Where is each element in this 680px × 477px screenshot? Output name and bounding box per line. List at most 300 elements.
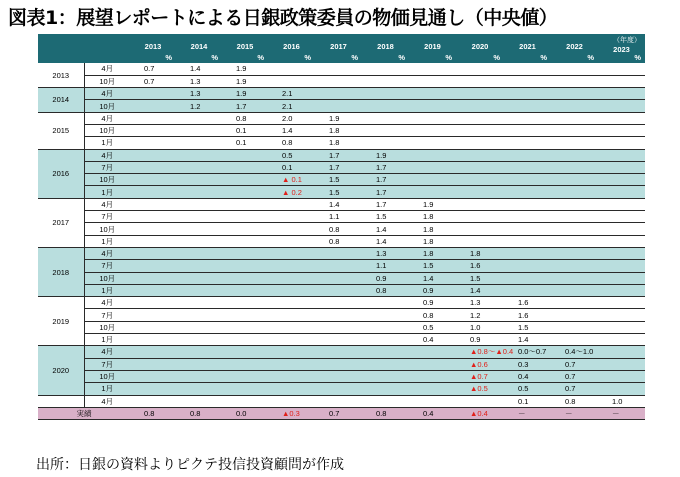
header-blank	[38, 34, 84, 51]
forecast-value-cell	[598, 297, 645, 309]
report-year-cell: 2017	[38, 198, 84, 247]
forecast-value-cell: 1.6	[456, 260, 504, 272]
forecast-value-cell	[598, 321, 645, 333]
forecast-value-cell	[268, 63, 315, 75]
forecast-value-cell	[268, 247, 315, 259]
forecast-value-cell	[409, 124, 456, 136]
forecast-value-cell: 0.1	[222, 124, 268, 136]
forecast-value-cell	[315, 358, 362, 370]
forecast-value-cell	[551, 100, 598, 112]
report-month-cell: 10月	[84, 75, 130, 87]
forecast-value-cell	[222, 247, 268, 259]
forecast-value-cell	[409, 100, 456, 112]
forecast-value-cell	[598, 63, 645, 75]
column-year-2019: 2019	[409, 34, 456, 51]
report-month-cell: 10月	[84, 223, 130, 235]
forecast-value-cell: 0.8	[551, 395, 598, 407]
forecast-value-cell	[176, 260, 222, 272]
forecast-value-cell: 1.7	[362, 174, 409, 186]
actual-value-cell: 0.4	[409, 407, 456, 419]
unit-label: %	[315, 51, 362, 63]
forecast-value-cell: 0.7	[551, 370, 598, 382]
forecast-value-cell	[130, 334, 176, 346]
table-row	[38, 309, 645, 321]
forecast-value-cell: 1.7	[315, 161, 362, 173]
forecast-value-cell	[130, 137, 176, 149]
forecast-value-cell	[504, 75, 551, 87]
forecast-value-cell	[130, 88, 176, 100]
forecast-value-cell	[315, 321, 362, 333]
forecast-value-cell	[598, 309, 645, 321]
unit-label: %	[598, 51, 645, 63]
forecast-value-cell	[409, 174, 456, 186]
unit-header-row	[38, 51, 645, 63]
forecast-value-cell	[222, 186, 268, 198]
forecast-value-cell	[551, 309, 598, 321]
report-month-cell: 1月	[84, 186, 130, 198]
header-blank	[84, 34, 130, 51]
forecast-value-cell: 0.5	[504, 383, 551, 395]
forecast-value-cell: 1.3	[176, 75, 222, 87]
report-month-cell: 1月	[84, 235, 130, 247]
forecast-value-cell	[598, 149, 645, 161]
forecast-value-cell: 1.3	[176, 88, 222, 100]
forecast-value-cell	[598, 161, 645, 173]
forecast-value-cell	[315, 75, 362, 87]
forecast-value-cell	[551, 174, 598, 186]
forecast-value-cell	[130, 161, 176, 173]
forecast-value-cell	[176, 297, 222, 309]
forecast-value-cell	[504, 88, 551, 100]
report-month-cell: 4月	[84, 297, 130, 309]
table-row	[38, 100, 645, 112]
forecast-value-cell: 0.4	[409, 334, 456, 346]
forecast-value-cell: 0.4～1.0	[551, 346, 598, 358]
report-month-cell: 1月	[84, 334, 130, 346]
forecast-value-cell	[130, 124, 176, 136]
forecast-value-cell	[130, 149, 176, 161]
forecast-value-cell	[222, 358, 268, 370]
report-month-cell: 4月	[84, 395, 130, 407]
forecast-value-cell	[598, 100, 645, 112]
forecast-value-cell	[504, 284, 551, 296]
forecast-value-cell	[176, 112, 222, 124]
table-row	[38, 247, 645, 259]
table-row	[38, 63, 645, 75]
forecast-value-cell: 1.8	[409, 247, 456, 259]
forecast-value-cell: 1.8	[409, 223, 456, 235]
table-row	[38, 174, 645, 186]
forecast-value-cell	[551, 198, 598, 210]
column-year-2022: 2022	[551, 34, 598, 51]
column-year-2013: 2013	[130, 34, 176, 51]
year-header-row	[38, 34, 645, 51]
report-month-cell: 4月	[84, 88, 130, 100]
report-year-cell: 2018	[38, 247, 84, 296]
forecast-value-cell	[362, 75, 409, 87]
report-month-cell: 10月	[84, 124, 130, 136]
forecast-value-cell	[598, 247, 645, 259]
forecast-value-cell	[222, 321, 268, 333]
forecast-value-cell	[222, 395, 268, 407]
forecast-value-cell	[268, 75, 315, 87]
forecast-value-cell: 1.4	[176, 63, 222, 75]
table-row	[38, 334, 645, 346]
forecast-value-cell: 0.1	[222, 137, 268, 149]
forecast-value-cell	[176, 223, 222, 235]
forecast-value-cell	[222, 284, 268, 296]
forecast-value-cell: 0.9	[409, 284, 456, 296]
report-year-cell: 2016	[38, 149, 84, 198]
forecast-value-cell	[176, 198, 222, 210]
report-month-cell: 10月	[84, 370, 130, 382]
forecast-value-cell: 1.3	[362, 247, 409, 259]
actual-value-cell: －	[504, 407, 551, 419]
forecast-value-cell	[409, 161, 456, 173]
forecast-value-cell	[551, 272, 598, 284]
report-month-cell: 7月	[84, 260, 130, 272]
forecast-value-cell	[362, 346, 409, 358]
report-month-cell: 10月	[84, 321, 130, 333]
forecast-value-cell	[551, 137, 598, 149]
table-row	[38, 260, 645, 272]
forecast-value-cell	[362, 358, 409, 370]
forecast-value-cell	[222, 149, 268, 161]
forecast-value-cell	[268, 321, 315, 333]
table-row	[38, 75, 645, 87]
forecast-value-cell	[598, 174, 645, 186]
forecast-value-cell: 1.3	[456, 297, 504, 309]
forecast-value-cell	[315, 247, 362, 259]
unit-label: %	[222, 51, 268, 63]
figure-title: 図表1：展望レポートによる日銀政策委員の物価見通し（中央値）	[8, 7, 558, 29]
forecast-value-cell: 1.4	[362, 223, 409, 235]
forecast-value-cell	[598, 235, 645, 247]
forecast-value-cell	[130, 284, 176, 296]
forecast-value-cell: 0.9	[409, 297, 456, 309]
forecast-value-cell	[551, 88, 598, 100]
forecast-value-cell	[176, 124, 222, 136]
forecast-value-cell	[268, 284, 315, 296]
report-month-cell: 1月	[84, 137, 130, 149]
actual-value-cell: 0.0	[222, 407, 268, 419]
forecast-value-cell	[268, 309, 315, 321]
forecast-value-cell	[130, 395, 176, 407]
forecast-value-cell	[130, 346, 176, 358]
forecast-value-cell	[268, 383, 315, 395]
forecast-value-cell	[504, 112, 551, 124]
unit-label: %	[268, 51, 315, 63]
forecast-value-cell: 0.8	[315, 223, 362, 235]
forecast-value-cell	[504, 247, 551, 259]
forecast-value-cell	[456, 149, 504, 161]
forecast-value-cell	[504, 174, 551, 186]
forecast-value-cell: 1.8	[456, 247, 504, 259]
forecast-value-cell: 0.3	[504, 358, 551, 370]
forecast-value-cell	[315, 284, 362, 296]
forecast-value-cell	[130, 186, 176, 198]
forecast-value-cell: 0.5	[409, 321, 456, 333]
forecast-value-cell	[222, 223, 268, 235]
forecast-value-cell	[176, 309, 222, 321]
forecast-value-cell: 0.8	[315, 235, 362, 247]
actual-value-cell: －	[598, 407, 645, 419]
forecast-value-cell	[504, 63, 551, 75]
forecast-value-cell	[551, 260, 598, 272]
forecast-value-cell	[176, 272, 222, 284]
forecast-value-cell: 0.7	[551, 383, 598, 395]
forecast-value-cell	[222, 370, 268, 382]
unit-label: %	[456, 51, 504, 63]
report-month-cell: 10月	[84, 272, 130, 284]
forecast-value-cell	[456, 88, 504, 100]
forecast-value-cell	[598, 260, 645, 272]
report-month-cell: 4月	[84, 247, 130, 259]
forecast-value-cell	[176, 174, 222, 186]
forecast-value-cell	[409, 88, 456, 100]
forecast-value-cell: 1.4	[504, 334, 551, 346]
forecast-value-cell	[362, 395, 409, 407]
forecast-value-cell	[456, 211, 504, 223]
forecast-value-cell	[362, 63, 409, 75]
forecast-value-cell: 0.7	[130, 63, 176, 75]
forecast-value-cell	[504, 161, 551, 173]
forecast-value-cell	[504, 186, 551, 198]
forecast-value-cell	[362, 112, 409, 124]
forecast-value-cell	[130, 235, 176, 247]
unit-label: %	[409, 51, 456, 63]
column-year-2017: 2017	[315, 34, 362, 51]
forecast-value-cell	[222, 174, 268, 186]
forecast-value-cell: 0.7	[130, 75, 176, 87]
forecast-value-cell	[504, 272, 551, 284]
forecast-value-cell: 1.8	[409, 235, 456, 247]
forecast-value-cell	[551, 223, 598, 235]
unit-label: %	[551, 51, 598, 63]
forecast-value-cell	[130, 309, 176, 321]
forecast-value-cell	[409, 186, 456, 198]
table-row	[38, 198, 645, 210]
forecast-value-cell	[222, 383, 268, 395]
forecast-value-cell	[551, 247, 598, 259]
forecast-value-cell	[268, 272, 315, 284]
forecast-value-cell: 2.0	[268, 112, 315, 124]
forecast-value-cell	[504, 235, 551, 247]
forecast-value-cell: 0.8	[222, 112, 268, 124]
fiscal-year-note: （年度）	[613, 37, 641, 44]
forecast-value-cell: 1.8	[315, 124, 362, 136]
forecast-value-cell: 1.7	[315, 149, 362, 161]
table-row	[38, 284, 645, 296]
table-row	[38, 346, 645, 358]
forecast-value-cell	[362, 88, 409, 100]
table-row	[38, 149, 645, 161]
forecast-value-cell: 1.7	[222, 100, 268, 112]
forecast-value-cell	[504, 149, 551, 161]
table-row	[38, 272, 645, 284]
actual-value-cell: ▲0.3	[268, 407, 315, 419]
forecast-value-cell	[456, 161, 504, 173]
forecast-value-cell	[551, 334, 598, 346]
forecast-value-cell: 1.9	[222, 63, 268, 75]
forecast-value-cell	[315, 309, 362, 321]
forecast-value-cell	[456, 137, 504, 149]
report-month-cell: 4月	[84, 63, 130, 75]
forecast-value-cell	[268, 358, 315, 370]
report-year-cell: 2019	[38, 297, 84, 346]
forecast-value-cell: 1.4	[409, 272, 456, 284]
column-year-2015: 2015	[222, 34, 268, 51]
forecast-value-cell: 0.8	[409, 309, 456, 321]
forecast-value-cell: 1.5	[315, 186, 362, 198]
table-row	[38, 383, 645, 395]
forecast-value-cell	[409, 358, 456, 370]
report-month-cell: 4月	[84, 346, 130, 358]
report-year-cell: 2015	[38, 112, 84, 149]
forecast-value-cell	[315, 346, 362, 358]
forecast-value-cell	[551, 149, 598, 161]
forecast-value-cell	[130, 383, 176, 395]
report-month-cell: 7月	[84, 358, 130, 370]
forecast-value-cell	[176, 235, 222, 247]
actual-value-cell: －	[551, 407, 598, 419]
forecast-value-cell: 0.0～0.7	[504, 346, 551, 358]
forecast-value-cell: 1.4	[268, 124, 315, 136]
forecast-value-cell	[222, 334, 268, 346]
forecast-value-cell	[456, 112, 504, 124]
column-year-2016: 2016	[268, 34, 315, 51]
table-row	[38, 112, 645, 124]
forecast-value-cell: 1.2	[456, 309, 504, 321]
forecast-value-cell	[315, 383, 362, 395]
actual-label: 実績	[38, 407, 130, 419]
forecast-value-cell	[409, 137, 456, 149]
forecast-value-cell	[176, 383, 222, 395]
forecast-value-cell: 1.0	[598, 395, 645, 407]
forecast-value-cell: ▲0.5	[456, 383, 504, 395]
forecast-value-cell	[598, 124, 645, 136]
forecast-value-cell	[176, 370, 222, 382]
forecast-value-cell	[176, 247, 222, 259]
forecast-value-cell: ▲0.7	[456, 370, 504, 382]
forecast-value-cell	[176, 284, 222, 296]
forecast-value-cell: 0.8	[362, 284, 409, 296]
forecast-value-cell: 1.9	[409, 198, 456, 210]
report-year-cell: 2020	[38, 346, 84, 395]
forecast-value-cell	[598, 75, 645, 87]
forecast-value-cell	[456, 235, 504, 247]
actual-value-cell: 0.8	[362, 407, 409, 419]
forecast-value-cell: 1.7	[362, 198, 409, 210]
forecast-value-cell	[222, 346, 268, 358]
report-month-cell: 10月	[84, 174, 130, 186]
header-blank	[84, 51, 130, 63]
forecast-value-cell	[362, 334, 409, 346]
forecast-value-cell	[362, 370, 409, 382]
report-month-cell: 1月	[84, 383, 130, 395]
forecast-value-cell	[409, 370, 456, 382]
forecast-value-cell: 1.5	[456, 272, 504, 284]
forecast-value-cell: ▲ 0.1	[268, 174, 315, 186]
forecast-value-cell	[456, 100, 504, 112]
report-month-cell: 7月	[84, 161, 130, 173]
table-row	[38, 137, 645, 149]
report-month-cell: 4月	[84, 198, 130, 210]
report-year-cell: 2013	[38, 63, 84, 88]
forecast-value-cell	[176, 321, 222, 333]
table-row	[38, 370, 645, 382]
forecast-value-cell: 1.9	[315, 112, 362, 124]
forecast-value-cell: 0.7	[551, 358, 598, 370]
forecast-value-cell	[409, 346, 456, 358]
forecast-value-cell: 1.1	[315, 211, 362, 223]
forecast-value-cell	[130, 260, 176, 272]
actual-value-cell: 0.7	[315, 407, 362, 419]
forecast-value-cell	[268, 223, 315, 235]
forecast-value-cell	[598, 137, 645, 149]
forecast-value-cell: 0.9	[362, 272, 409, 284]
unit-label: %	[176, 51, 222, 63]
forecast-value-cell: 2.1	[268, 88, 315, 100]
forecast-value-cell	[598, 88, 645, 100]
column-year-2023	[598, 34, 645, 54]
table-row	[38, 124, 645, 136]
unit-label: %	[362, 51, 409, 63]
forecast-value-cell	[598, 370, 645, 382]
forecast-value-cell	[409, 395, 456, 407]
report-month-cell: 4月	[84, 112, 130, 124]
report-month-cell: 7月	[84, 309, 130, 321]
actual-value-cell: 0.8	[176, 407, 222, 419]
forecast-value-cell	[222, 297, 268, 309]
forecast-value-cell	[176, 161, 222, 173]
forecast-value-cell	[315, 100, 362, 112]
forecast-value-cell	[598, 358, 645, 370]
forecast-value-cell	[598, 334, 645, 346]
forecast-value-cell	[598, 211, 645, 223]
forecast-value-cell: 1.4	[362, 235, 409, 247]
column-year-2018: 2018	[362, 34, 409, 51]
forecast-value-cell	[362, 321, 409, 333]
forecast-value-cell	[130, 198, 176, 210]
forecast-value-cell	[504, 137, 551, 149]
forecast-value-cell	[409, 75, 456, 87]
forecast-value-cell	[176, 186, 222, 198]
column-year-2021: 2021	[504, 34, 551, 51]
unit-label: %	[130, 51, 176, 63]
forecast-value-cell: 1.0	[456, 321, 504, 333]
forecast-value-cell: 1.5	[504, 321, 551, 333]
forecast-value-cell: 1.9	[222, 75, 268, 87]
forecast-value-cell	[268, 297, 315, 309]
forecast-value-cell	[222, 272, 268, 284]
forecast-value-cell	[176, 137, 222, 149]
forecast-value-cell	[176, 334, 222, 346]
forecast-value-cell: 1.2	[176, 100, 222, 112]
forecast-value-cell	[551, 75, 598, 87]
forecast-value-cell	[130, 358, 176, 370]
forecast-value-cell	[551, 297, 598, 309]
forecast-value-cell	[598, 112, 645, 124]
actual-value-cell: 0.8	[130, 407, 176, 419]
unit-label: %	[504, 51, 551, 63]
forecast-value-cell	[551, 63, 598, 75]
forecast-value-cell: 1.1	[362, 260, 409, 272]
table-row	[38, 297, 645, 309]
forecast-value-cell	[268, 235, 315, 247]
forecast-value-cell	[130, 112, 176, 124]
forecast-value-cell: 1.7	[362, 186, 409, 198]
